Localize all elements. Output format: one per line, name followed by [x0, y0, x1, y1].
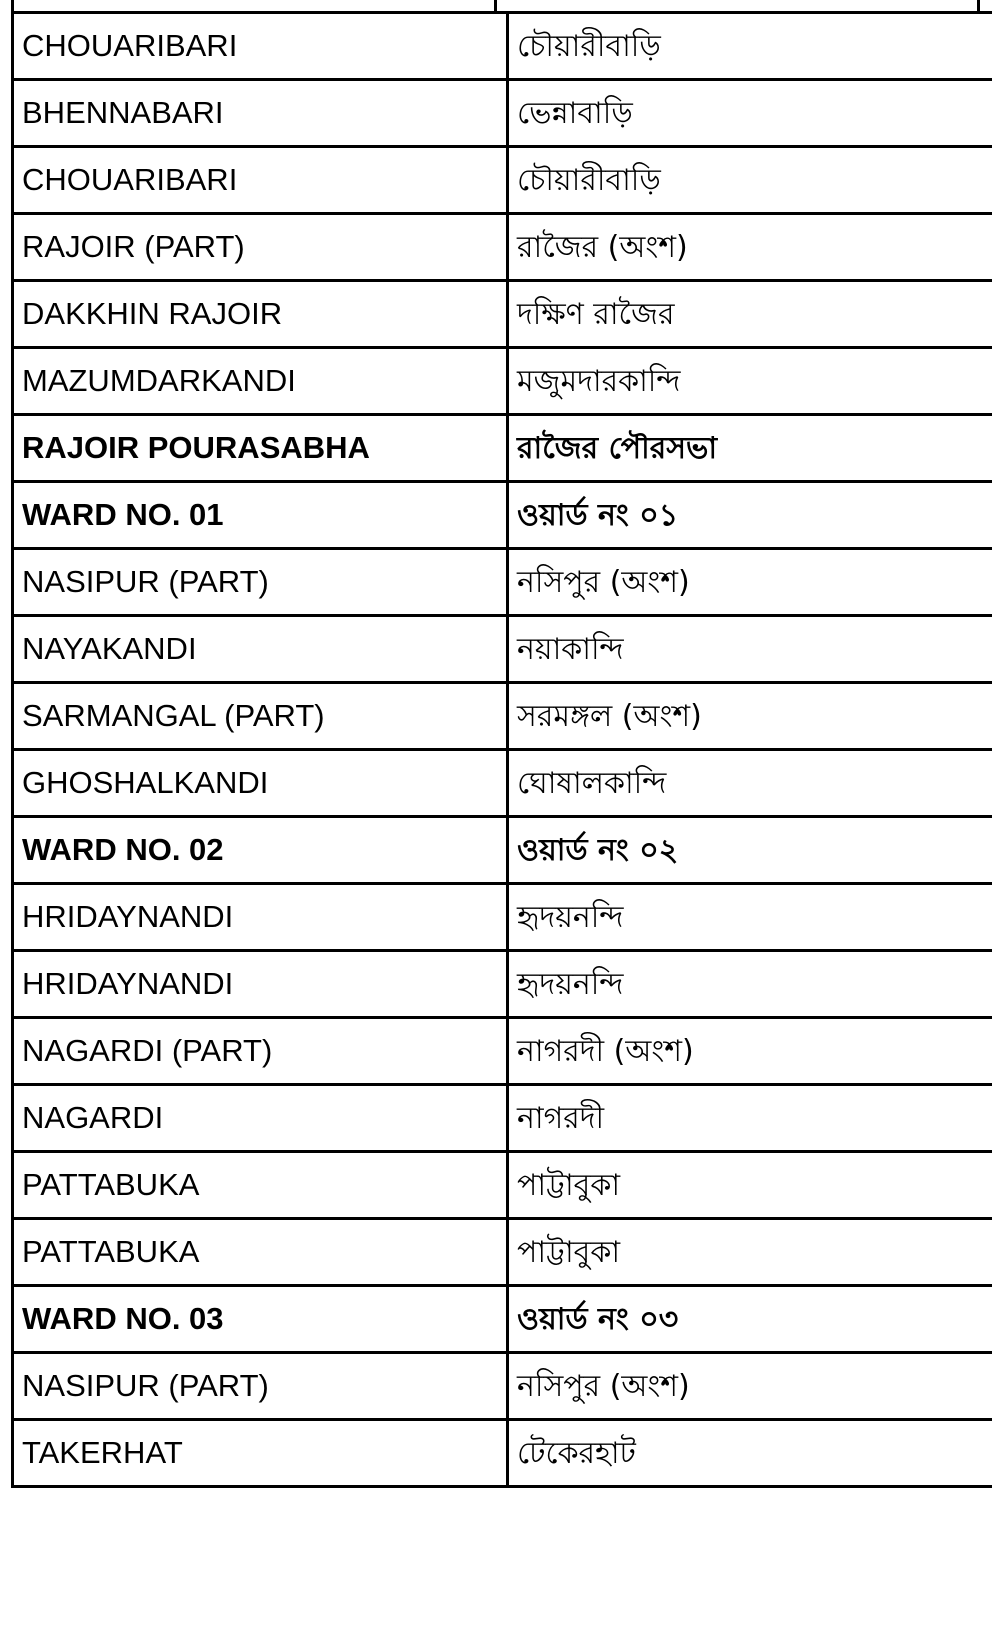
- english-name-cell: TAKERHAT: [13, 1420, 508, 1487]
- english-name-cell: PATTABUKA: [13, 1152, 508, 1219]
- table-row: [13, 817, 992, 884]
- english-name-cell: NAGARDI (PART): [13, 1018, 508, 1085]
- table-row: [13, 750, 992, 817]
- table-row: [13, 415, 992, 482]
- bengali-name-cell: মজুমদারকান্দি: [508, 348, 992, 415]
- english-name-cell: RAJOIR POURASABHA: [13, 415, 508, 482]
- table-row: [13, 616, 992, 683]
- bengali-name-cell: চৌয়ারীবাড়ি: [508, 147, 992, 214]
- table-row: [13, 1219, 992, 1286]
- english-name-cell: HRIDAYNANDI: [13, 884, 508, 951]
- bengali-name-cell: দক্ষিণ রাজৈর: [508, 281, 992, 348]
- bengali-name-cell: নাগরদী (অংশ): [508, 1018, 992, 1085]
- table-row: [13, 1085, 992, 1152]
- table-row: [13, 1152, 992, 1219]
- table-row: [13, 1018, 992, 1085]
- english-name-cell: NAYAKANDI: [13, 616, 508, 683]
- table-row: [13, 13, 992, 80]
- bengali-name-cell: হৃদয়নন্দি: [508, 884, 992, 951]
- english-name-cell: PATTABUKA: [13, 1219, 508, 1286]
- bengali-name-cell: ভেন্নাবাড়ি: [508, 80, 992, 147]
- english-name-cell: MAZUMDARKANDI: [13, 348, 508, 415]
- table-row: [13, 951, 992, 1018]
- place-names-table: [11, 11, 992, 1488]
- table-row: [13, 80, 992, 147]
- table-row: [13, 348, 992, 415]
- english-name-cell: GHOSHALKANDI: [13, 750, 508, 817]
- table-row: [13, 884, 992, 951]
- bengali-name-cell: নাগরদী: [508, 1085, 992, 1152]
- english-name-cell: WARD NO. 03: [13, 1286, 508, 1353]
- bengali-name-cell: পাট্টাবুকা: [508, 1152, 992, 1219]
- english-name-cell: RAJOIR (PART): [13, 214, 508, 281]
- table-row: [13, 147, 992, 214]
- table-row: [13, 214, 992, 281]
- english-name-cell: HRIDAYNANDI: [13, 951, 508, 1018]
- english-name-cell: WARD NO. 01: [13, 482, 508, 549]
- bengali-name-cell: পাট্টাবুকা: [508, 1219, 992, 1286]
- bengali-name-cell: সরমঙ্গল (অংশ): [508, 683, 992, 750]
- english-name-cell: CHOUARIBARI: [13, 13, 508, 80]
- bengali-name-cell: ওয়ার্ড নং ০১: [508, 482, 992, 549]
- bengali-name-cell: রাজৈর (অংশ): [508, 214, 992, 281]
- bengali-name-cell: ওয়ার্ড নং ০৩: [508, 1286, 992, 1353]
- bengali-name-cell: টেকেরহাট: [508, 1420, 992, 1487]
- english-name-cell: DAKKHIN RAJOIR: [13, 281, 508, 348]
- english-name-cell: WARD NO. 02: [13, 817, 508, 884]
- table-row: [13, 482, 992, 549]
- english-name-cell: SARMANGAL (PART): [13, 683, 508, 750]
- table-row: [13, 1353, 992, 1420]
- bengali-name-cell: নসিপুর (অংশ): [508, 1353, 992, 1420]
- table-row: [13, 683, 992, 750]
- english-name-cell: NAGARDI: [13, 1085, 508, 1152]
- bengali-name-cell: চৌয়ারীবাড়ি: [508, 13, 992, 80]
- bengali-name-cell: ওয়ার্ড নং ০২: [508, 817, 992, 884]
- english-name-cell: NASIPUR (PART): [13, 549, 508, 616]
- english-name-cell: NASIPUR (PART): [13, 1353, 508, 1420]
- bengali-name-cell: নসিপুর (অংশ): [508, 549, 992, 616]
- english-name-cell: BHENNABARI: [13, 80, 508, 147]
- bengali-name-cell: ঘোষালকান্দি: [508, 750, 992, 817]
- table-row: [13, 1286, 992, 1353]
- table-body: [13, 13, 992, 1487]
- bengali-name-cell: হৃদয়নন্দি: [508, 951, 992, 1018]
- english-name-cell: CHOUARIBARI: [13, 147, 508, 214]
- bengali-name-cell: রাজৈর পৌরসভা: [508, 415, 992, 482]
- table-row: [13, 281, 992, 348]
- table-row: [13, 549, 992, 616]
- bengali-name-cell: নয়াকান্দি: [508, 616, 992, 683]
- table-row: [13, 1420, 992, 1487]
